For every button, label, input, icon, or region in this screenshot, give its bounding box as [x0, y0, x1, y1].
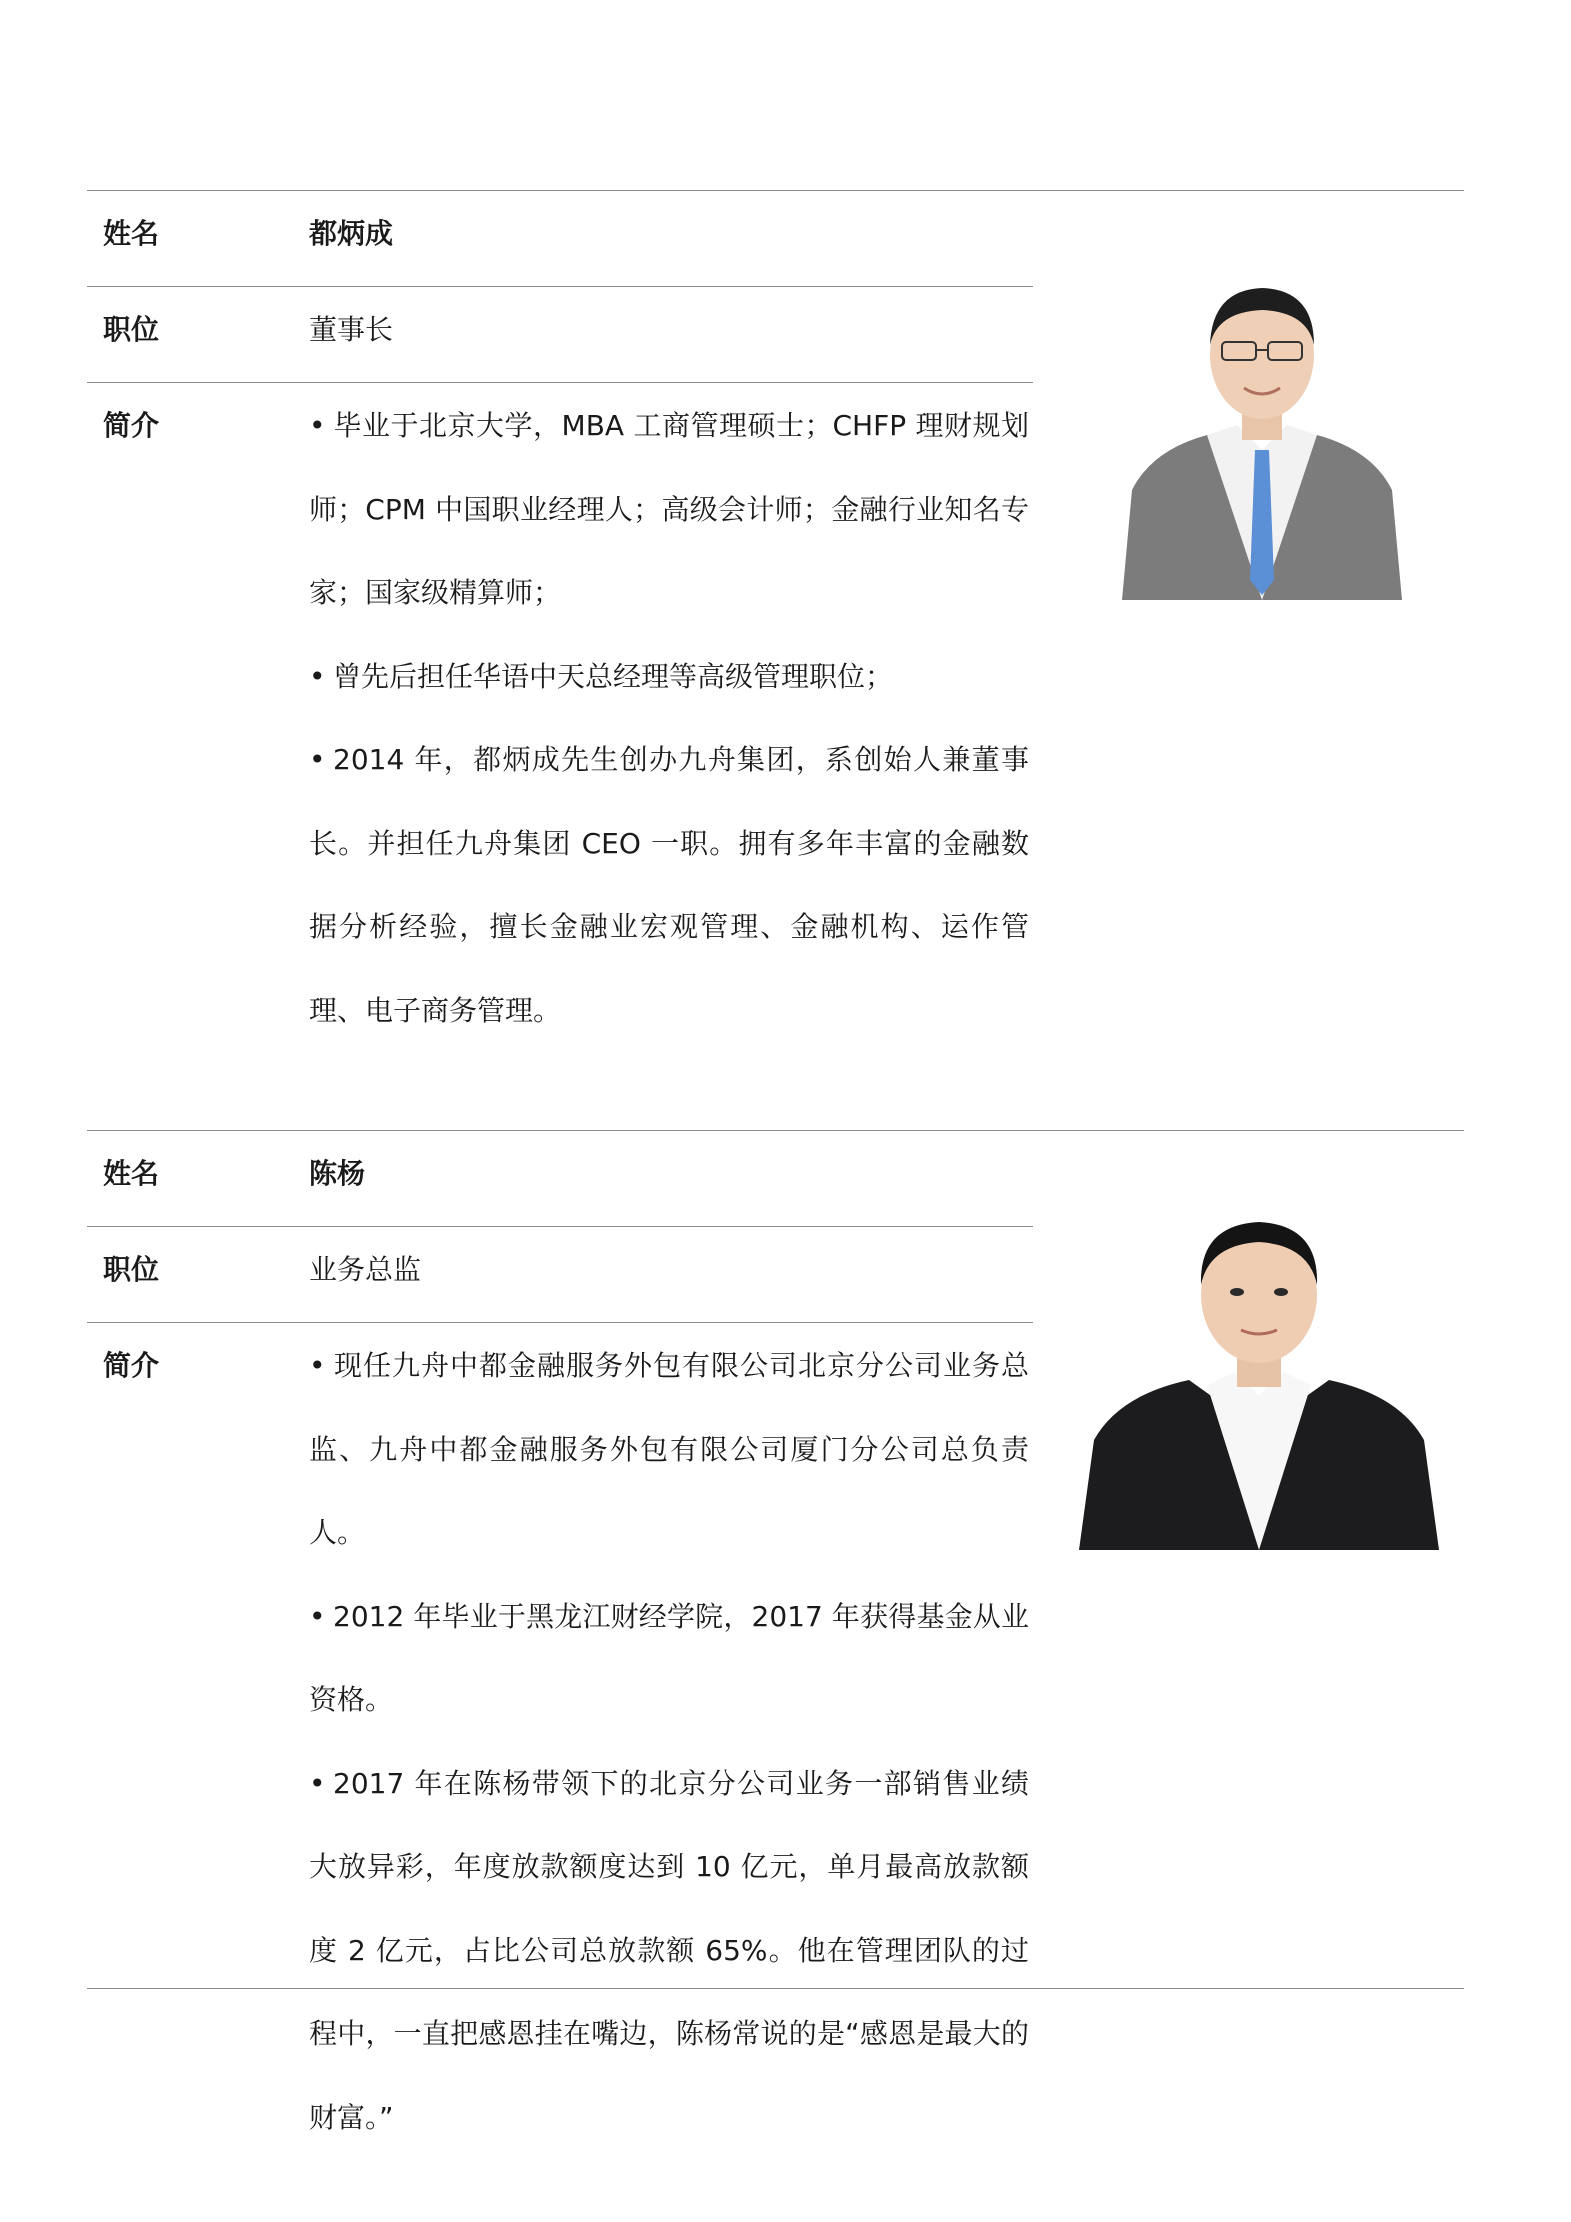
divider [87, 1322, 1033, 1323]
position-label: 职位 [103, 1253, 160, 1286]
bio-label: 简介 [103, 1349, 160, 1382]
divider [87, 1226, 1033, 1227]
portrait-photo [1112, 250, 1412, 600]
position-label: 职位 [103, 313, 160, 346]
divider [87, 286, 1033, 287]
name-value: 陈杨 [309, 1157, 366, 1190]
bio-item: • 2012 年毕业于黑龙江财经学院，2017 年获得基金从业资格。 [309, 1599, 1029, 1716]
bio-label: 简介 [103, 409, 160, 442]
name-label: 姓名 [103, 217, 160, 250]
profile-card-2 [87, 1130, 1464, 2134]
bio-item: • 现任九舟中都金融服务外包有限公司北京分公司业务总监、九舟中都金融服务外包有限公司厦门分公司总负责人。 [309, 1349, 1029, 1549]
bio-item: • 2014 年，都炳成先生创办九舟集团，系创始人兼董事长。并担任九舟集团 CEO 一职。拥有多年丰富的金融数据分析经验，擅长金融业宏观管理、金融机构、运作管理、电子商务管理。 [309, 743, 1029, 1027]
divider-top [87, 1130, 1464, 1131]
divider-bottom [87, 1988, 1464, 1989]
portrait-photo [1069, 1190, 1449, 1550]
position-value: 董事长 [309, 313, 394, 346]
profile-card-1 [87, 190, 1464, 1090]
position-value: 业务总监 [309, 1253, 422, 1286]
portrait-photo-graphic [1069, 1190, 1449, 1550]
bio-item: • 曾先后担任华语中天总经理等高级管理职位； [309, 659, 894, 693]
portrait-photo-graphic [1112, 250, 1412, 600]
bio-text [309, 1324, 1029, 2159]
divider-top [87, 190, 1464, 191]
divider [87, 382, 1033, 383]
bio-item: • 2017 年在陈杨带领下的北京分公司业务一部销售业绩大放异彩，年度放款额度达到 10 亿元，单月最高放款额度 2 亿元，占比公司总放款额 65%。他在管理团队的过程中，一直把感恩挂在嘴边，陈杨常说的是“感恩是最大的财富。” [309, 1766, 1029, 2134]
bio-text [309, 384, 1029, 1052]
name-label: 姓名 [103, 1157, 160, 1190]
name-value: 都炳成 [309, 217, 394, 250]
bio-item: • 毕业于北京大学，MBA 工商管理硕士；CHFP 理财规划师；CPM 中国职业经理人；高级会计师；金融行业知名专家；国家级精算师； [309, 409, 1029, 609]
